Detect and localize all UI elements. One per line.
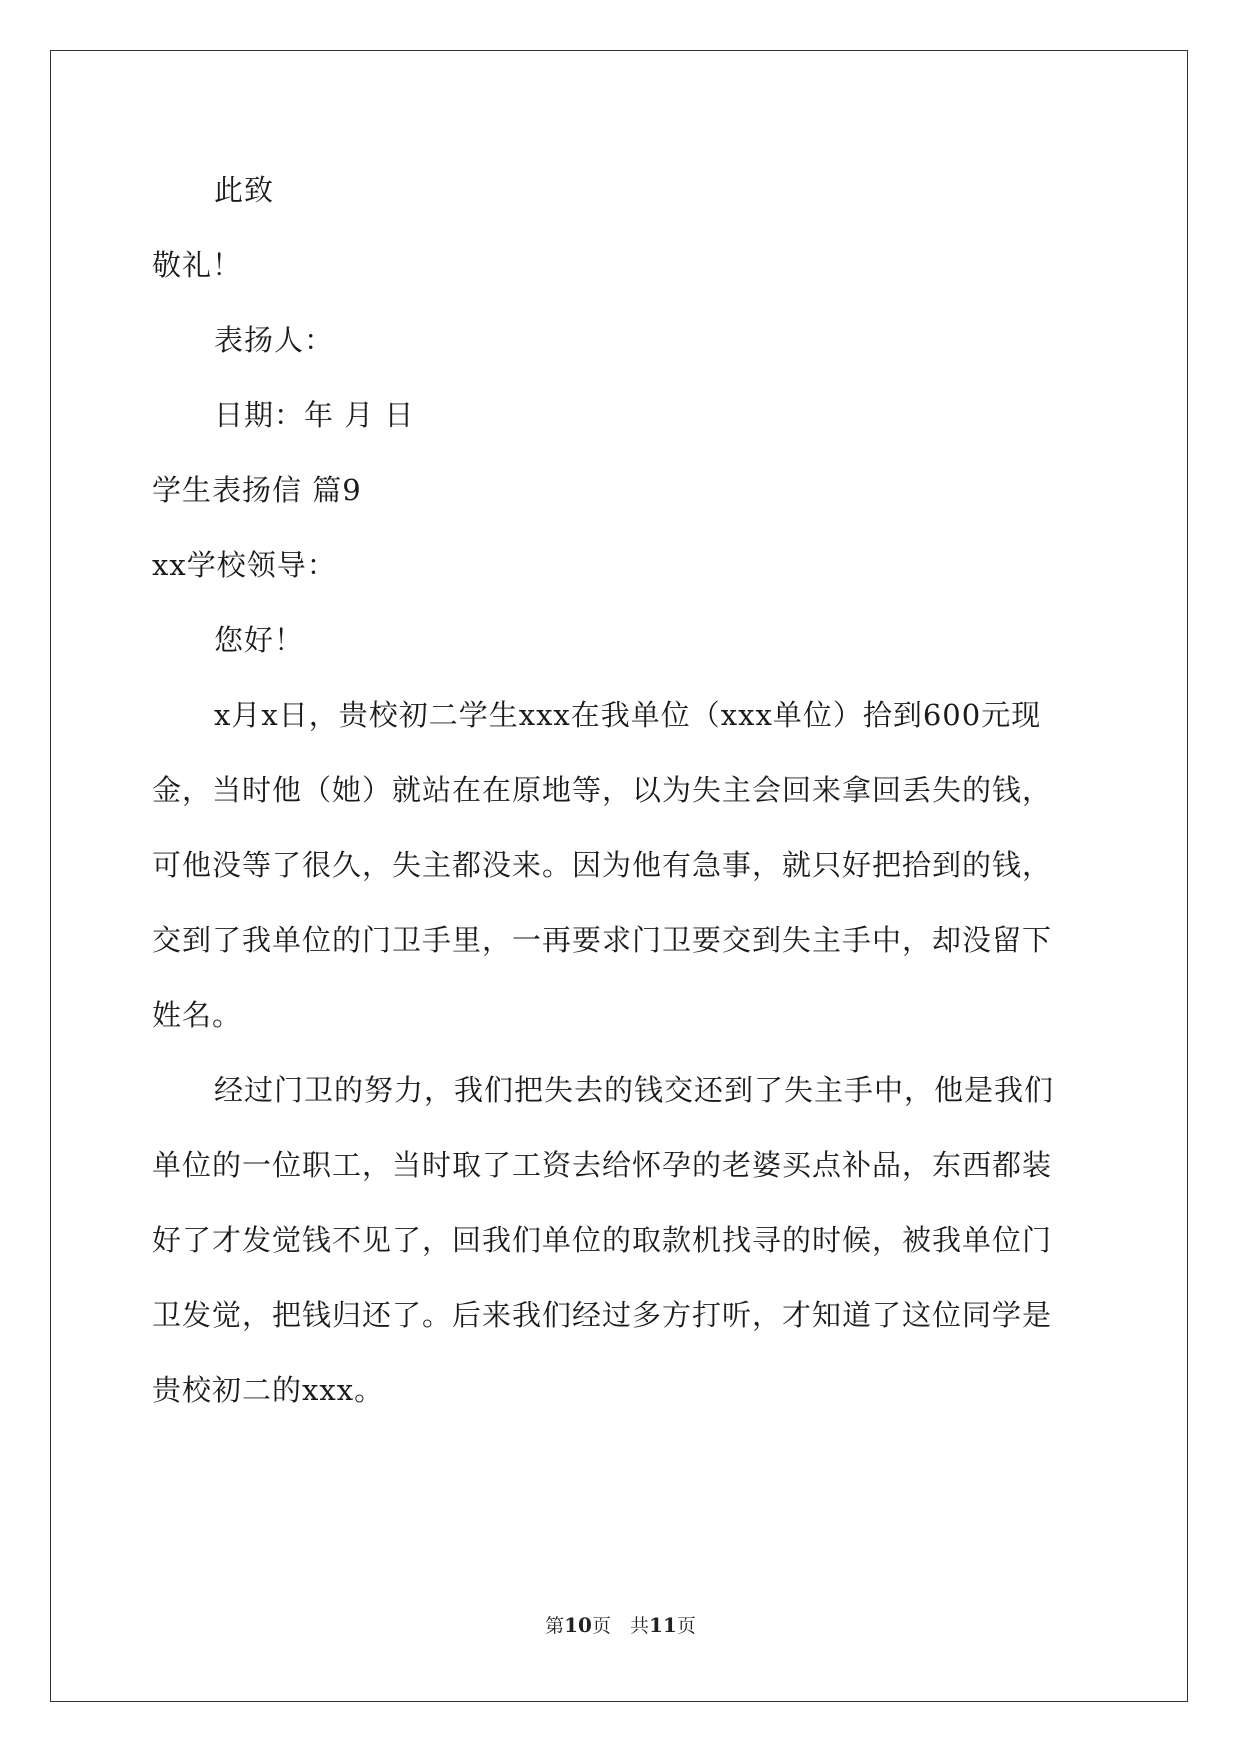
body-line: 好了才发觉钱不见了，回我们单位的取款机找寻的时候，被我单位门 [152, 1223, 1053, 1257]
page-footer [0, 1612, 1241, 1639]
section-title: 学生表扬信 篇9 [152, 473, 362, 507]
closing-salutation: 此致 [214, 173, 275, 207]
total-page-number: 11 [649, 1613, 677, 1637]
body-line: 金，当时他（她）就站在在原地等，以为失主会回来拿回丢失的钱， [152, 773, 1053, 807]
greeting-line: 您好！ [214, 623, 305, 657]
footer-suffix: 页 [676, 1615, 696, 1637]
body-line: 单位的一位职工，当时取了工资去给怀孕的老婆买点补品，东西都装 [152, 1148, 1053, 1182]
current-page-number: 10 [564, 1613, 592, 1637]
signer-label: 表扬人： [214, 323, 335, 357]
body-line: 贵校初二的xxx。 [152, 1373, 385, 1407]
body-line: 经过门卫的努力，我们把失去的钱交还到了失主手中，他是我们 [214, 1073, 1055, 1107]
body-line: 交到了我单位的门卫手里，一再要求门卫要交到失主手中，却没留下 [152, 923, 1053, 957]
body-line: 卫发觉，把钱归还了。后来我们经过多方打听，才知道了这位同学是 [152, 1298, 1053, 1332]
date-label: 日期：年 月 日 [214, 398, 415, 432]
recipient-line: xx学校领导： [152, 548, 337, 582]
body-line: x月x日，贵校初二学生xxx在我单位（xxx单位）拾到600元现 [214, 698, 1042, 732]
closing-respect: 敬礼！ [152, 248, 243, 282]
footer-middle: 页 共 [591, 1615, 649, 1637]
body-line: 姓名。 [152, 998, 243, 1032]
body-line: 可他没等了很久，失主都没来。因为他有急事，就只好把拾到的钱， [152, 848, 1053, 882]
footer-prefix: 第 [545, 1615, 565, 1637]
